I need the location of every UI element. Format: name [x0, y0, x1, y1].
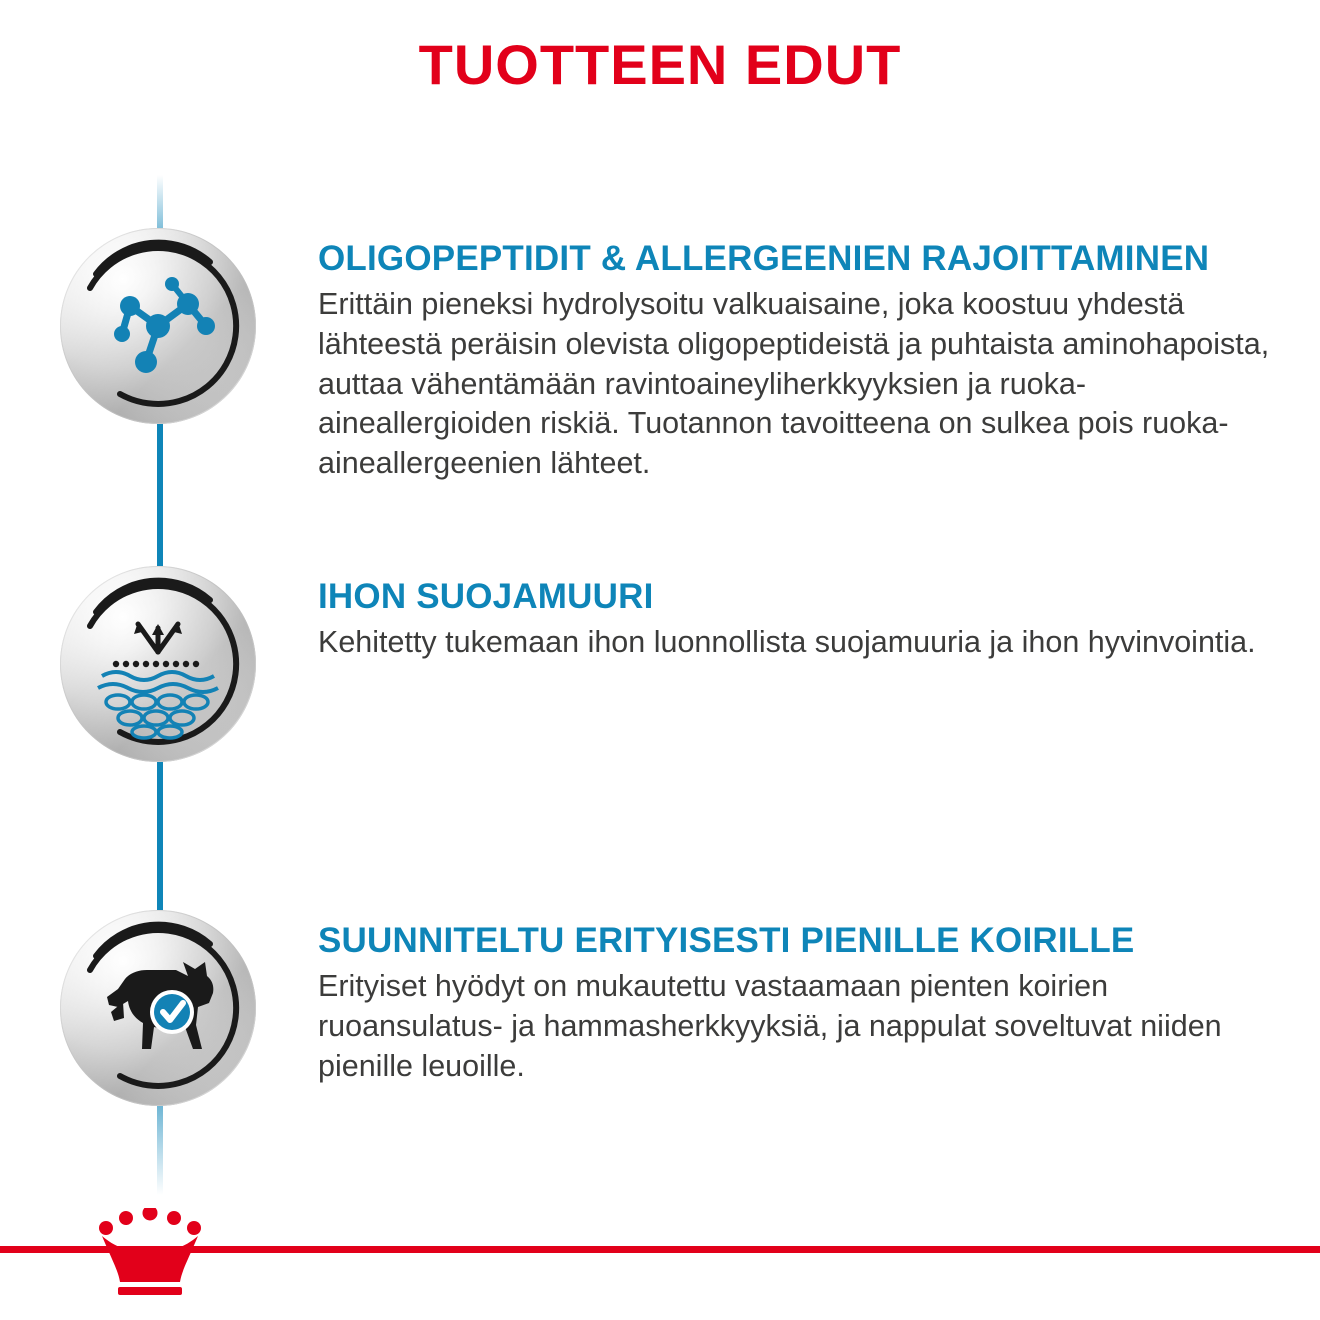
benefit-row-2 [60, 566, 1280, 762]
benefit-heading-1: OLIGOPEPTIDIT & ALLERGEENIEN RAJOITTAMINEN [318, 239, 1210, 278]
benefit-text-3 [318, 910, 1280, 1086]
benefit-row-1 [60, 228, 1280, 484]
small-dog-check-icon [60, 910, 256, 1106]
benefit-row-3 [60, 910, 1280, 1106]
benefit-body-1: Erittäin pieneksi hydrolysoitu valkuaisaine, joka koostuu yhdestä lähteestä peräisin olevista oligopeptideistä ja puhtaista aminohapoista, auttaa vähentämään ravintoaineyliherkkyyksien ja ruoka-aineallergioiden riskiä. Tuotannon tavoitteena on sulkea pois ruoka-aineallergeenien lähteet. [318, 287, 1270, 480]
molecule-icon [60, 228, 256, 424]
benefit-heading-2: IHON SUOJAMUURI [318, 577, 654, 616]
benefit-heading-3: SUUNNITELTU ERITYISESTI PIENILLE KOIRILLE [318, 921, 1135, 960]
benefit-text-2 [318, 566, 1280, 663]
royal-canin-crown-logo [96, 1208, 204, 1300]
benefit-body-3: Erityiset hyödyt on mukautettu vastaamaan pienten koirien ruoansulatus- ja hammasherkkyyksiä, ja nappulat soveltuvat niiden pienille leuoille. [318, 969, 1222, 1083]
benefit-text-1 [318, 228, 1280, 484]
skin-barrier-icon [60, 566, 256, 762]
page-title: TUOTTEEN EDUT [418, 33, 902, 96]
benefit-body-2: Kehitetty tukemaan ihon luonnollista suojamuuria ja ihon hyvinvointia. [318, 625, 1256, 660]
